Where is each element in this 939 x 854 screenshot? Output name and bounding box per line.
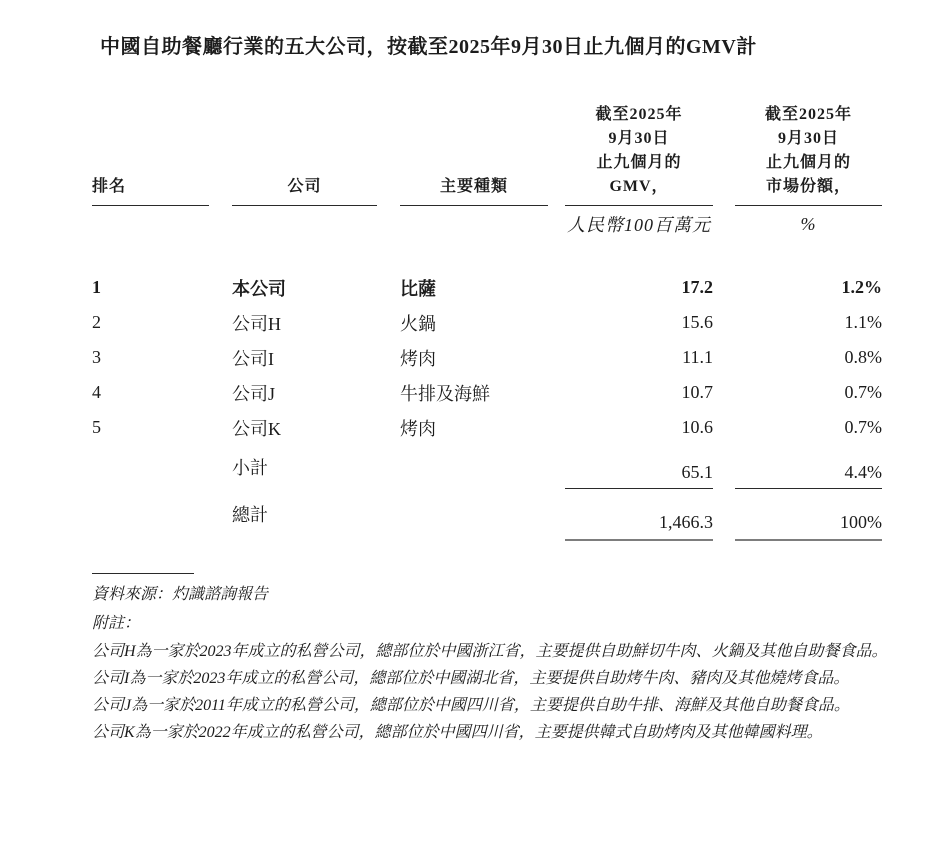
gmv-cell: 11.1 (682, 347, 713, 367)
column-gap (548, 489, 565, 541)
column-gap (713, 445, 735, 489)
share-cell: 0.7% (844, 382, 882, 402)
column-gap (713, 489, 735, 541)
table-row (92, 305, 882, 340)
empty-cell (92, 489, 209, 541)
column-gap (209, 340, 232, 375)
header-row (92, 103, 882, 206)
column-gap (377, 270, 400, 305)
column-gap (713, 375, 735, 410)
category-cell: 比薩 (400, 278, 436, 299)
gmv-header-line: GMV， (609, 178, 669, 195)
column-gap (713, 410, 735, 445)
gmv-cell: 15.6 (681, 312, 713, 332)
rank-cell: 4 (92, 382, 101, 402)
rank-header-label: 排名 (92, 178, 127, 195)
notes-label: 附註： (92, 615, 141, 632)
column-gap (548, 340, 565, 375)
share-cell: 1.1% (844, 312, 882, 332)
column-gap (377, 410, 400, 445)
footnote-note: 公司K為一家於2022年成立的私營公司，總部位於中國四川省，主要提供韓式自助烤肉及其他韓國料理。 (92, 724, 823, 741)
category-header-label: 主要種類 (439, 178, 508, 195)
column-gap (377, 489, 400, 541)
subtotal-gmv: 65.1 (565, 445, 713, 489)
column-gap (548, 270, 565, 305)
column-gap (713, 340, 735, 375)
gmv-cell: 10.6 (681, 417, 713, 437)
table-row (92, 410, 882, 445)
column-gap (377, 375, 400, 410)
empty-cell (232, 206, 377, 243)
column-gap (548, 206, 565, 243)
column-gap (377, 305, 400, 340)
column-gap (377, 206, 400, 243)
column-gap (713, 206, 735, 243)
column-gap (377, 340, 400, 375)
company-header-label: 公司 (287, 178, 322, 195)
total-gmv: 1,466.3 (565, 489, 713, 541)
footnotes-section (92, 573, 888, 746)
column-gap (377, 445, 400, 489)
share-header-line: 9月30日 (777, 130, 839, 147)
category-cell: 火鍋 (400, 313, 436, 334)
column-gap (209, 305, 232, 340)
footnote-note: 公司H為一家於2023年成立的私營公司，總部位於中國浙江省，主要提供自助鮮切牛肉、火鍋及其他自助餐食品。 (92, 643, 888, 660)
source-note: 資料來源：灼識諮詢報告 (92, 586, 269, 603)
table-row (92, 270, 882, 305)
gmv-cell: 10.7 (681, 382, 713, 402)
rank-cell: 3 (92, 347, 101, 367)
share-header-line: 截至2025年 (764, 106, 852, 123)
column-gap (713, 103, 735, 206)
column-gap (713, 270, 735, 305)
share-cell: 0.8% (844, 347, 882, 367)
column-gap (209, 489, 232, 541)
units-row (92, 206, 882, 243)
total-row (92, 489, 882, 541)
column-gap (209, 445, 232, 489)
table-row (92, 375, 882, 410)
rank-cell: 1 (92, 277, 101, 297)
total-share: 100% (735, 489, 882, 541)
spacer-row (92, 242, 882, 270)
column-header-company (232, 103, 377, 206)
column-gap (209, 206, 232, 243)
total-label: 總計 (232, 505, 268, 526)
company-cell: 公司I (232, 348, 274, 369)
rank-cell: 5 (92, 417, 101, 437)
footnote-note: 公司I為一家於2023年成立的私營公司，總部位於中國湖北省，主要提供自助烤牛肉、豬肉及其他燒烤食品。 (92, 670, 850, 687)
footnote-note: 公司J為一家於2011年成立的私營公司，總部位於中國四川省，主要提供自助牛排、海鮮及其他自助餐食品。 (92, 697, 850, 714)
column-gap (548, 103, 565, 206)
column-gap (209, 375, 232, 410)
empty-cell (400, 489, 548, 541)
column-gap (377, 103, 400, 206)
company-cell: 公司K (232, 418, 281, 439)
column-gap (713, 305, 735, 340)
column-gap (209, 270, 232, 305)
rank-cell: 2 (92, 312, 101, 332)
gmv-cell: 17.2 (681, 277, 713, 297)
subtotal-share: 4.4% (735, 445, 882, 489)
footnote-divider (92, 573, 194, 574)
category-cell: 牛排及海鮮 (400, 383, 490, 404)
gmv-header-line: 止九個月的 (596, 154, 682, 171)
column-header-rank (92, 103, 209, 206)
company-cell: 本公司 (232, 278, 286, 299)
column-header-category (400, 103, 548, 206)
spacer-cell (92, 242, 882, 270)
company-cell: 公司J (232, 383, 276, 404)
column-gap (548, 410, 565, 445)
column-header-gmv (565, 103, 713, 206)
empty-cell (92, 206, 209, 243)
empty-cell (400, 445, 548, 489)
gmv-unit-label: 人民幣100百萬元 (567, 215, 711, 235)
category-cell: 烤肉 (400, 348, 436, 369)
gmv-header-line: 截至2025年 (595, 106, 683, 123)
gmv-header-line: 9月30日 (608, 130, 670, 147)
page-title: 中國自助餐廳行業的五大公司，按截至2025年9月30日止九個月的GMV計 (100, 36, 757, 58)
category-cell: 烤肉 (400, 418, 436, 439)
column-gap (548, 445, 565, 489)
share-header-line: 止九個月的 (765, 154, 851, 171)
column-gap (209, 410, 232, 445)
share-cell: 1.2% (841, 277, 882, 297)
subtotal-row (92, 445, 882, 489)
column-header-share (735, 103, 882, 206)
empty-cell (92, 445, 209, 489)
column-gap (548, 305, 565, 340)
subtotal-label: 小計 (232, 457, 268, 478)
company-cell: 公司H (232, 313, 281, 334)
share-unit-label: % (800, 213, 817, 234)
share-cell: 0.7% (844, 417, 882, 437)
share-header-line: 市場份額， (765, 178, 851, 195)
table-row (92, 340, 882, 375)
column-gap (548, 375, 565, 410)
column-gap (209, 103, 232, 206)
empty-cell (400, 206, 548, 243)
top-companies-table (92, 103, 882, 541)
